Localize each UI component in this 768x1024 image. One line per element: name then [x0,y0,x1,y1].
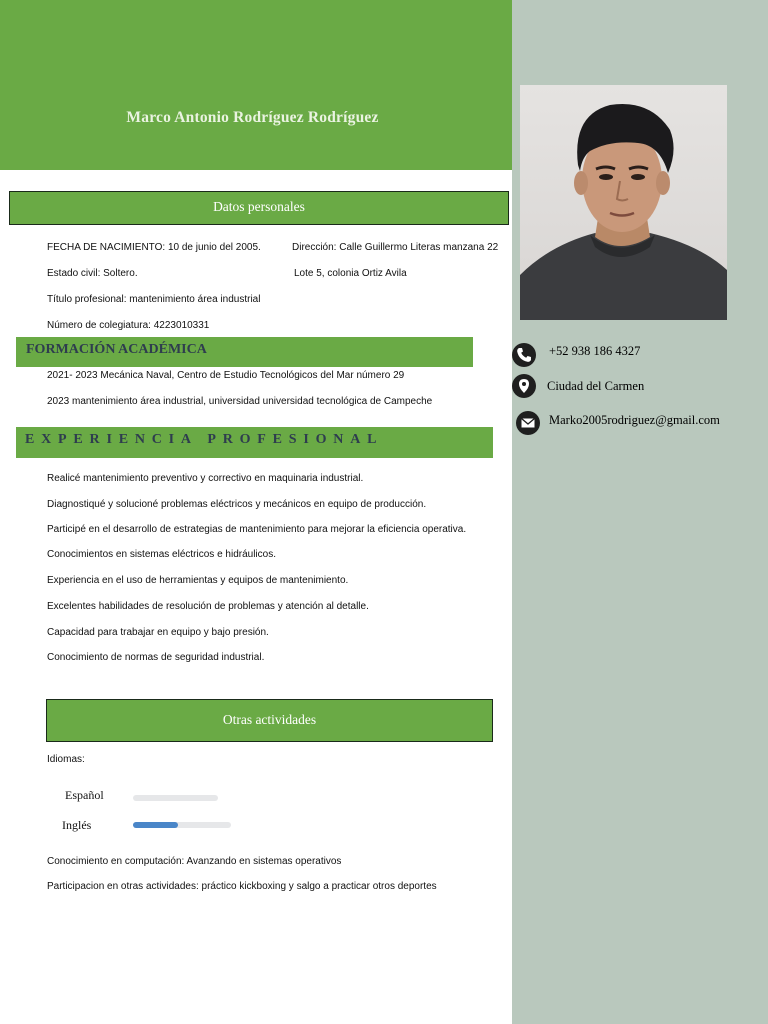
language-level-bar [133,822,231,828]
location-text: Ciudad del Carmen [547,379,645,393]
education-item: 2023 mantenimiento área industrial, universidad universidad tecnológica de Campeche [47,396,433,407]
education-heading: FORMACIÓN ACADÉMICA [16,337,473,367]
contact-email [512,411,768,439]
language-name: Español [65,788,104,802]
contact-phone [512,343,768,371]
address-line-2: Lote 5, colonia Ortiz Avila [294,268,407,279]
email-address: Marko2005rodriguez@gmail.com [549,413,720,427]
language-name: Inglés [62,818,92,832]
education-item: 2021- 2023 Mecánica Naval, Centro de Estudio Tecnológicos del Mar número 29 [47,370,405,381]
civil-status: Estado civil: Soltero. [47,268,138,279]
language-level-fill [133,822,178,828]
experience-item: Capacidad para trabajar en equipo y bajo presión. [47,627,269,638]
experience-heading: EXPERIENCIA PROFESIONAL [16,427,493,458]
experience-item: Conocimiento de normas de seguridad industrial. [47,652,265,663]
language-level-bar [133,795,218,801]
experience-item: Conocimientos en sistemas eléctricos e hidráulicos. [47,549,276,560]
personal-data-heading: Datos personales [9,191,509,225]
languages-label: Idiomas: [47,754,85,765]
computing-skills: Conocimiento en computación: Avanzando en sistemas operativos [47,856,342,867]
profile-photo [520,85,727,320]
experience-item: Experiencia en el uso de herramientas y equipos de mantenimiento. [47,575,349,586]
location-pin-icon [512,374,536,398]
experience-item: Realicé mantenimiento preventivo y correctivo en maquinaria industrial. [47,473,364,484]
address-line-1: Dirección: Calle Guillermo Literas manzana 22 [292,242,499,253]
experience-item: Diagnostiqué y solucioné problemas eléctricos y mecánicos en equipo de producción. [47,499,427,510]
phone-icon [512,343,536,367]
experience-item: Excelentes habilidades de resolución de problemas y atención al detalle. [47,601,369,612]
other-activities-text: Participacion en otras actividades: práctico kickboxing y salgo a practicar otros deportes [47,881,437,892]
phone-number: +52 938 186 4327 [549,344,641,358]
experience-item: Participé en el desarrollo de estrategias de mantenimiento para mejorar la eficiencia operativa. [47,524,467,535]
registration-number: Número de colegiatura: 4223010331 [47,320,210,331]
birth-date: FECHA DE NACIMIENTO: 10 de junio del 2005. [47,242,261,253]
professional-title: Título profesional: mantenimiento área industrial [47,294,261,305]
header-band [0,0,512,170]
contact-location [512,374,768,402]
email-icon [516,411,540,435]
other-activities-heading: Otras actividades [46,699,493,742]
full-name: Marco Antonio Rodríguez Rodríguez [126,109,379,126]
